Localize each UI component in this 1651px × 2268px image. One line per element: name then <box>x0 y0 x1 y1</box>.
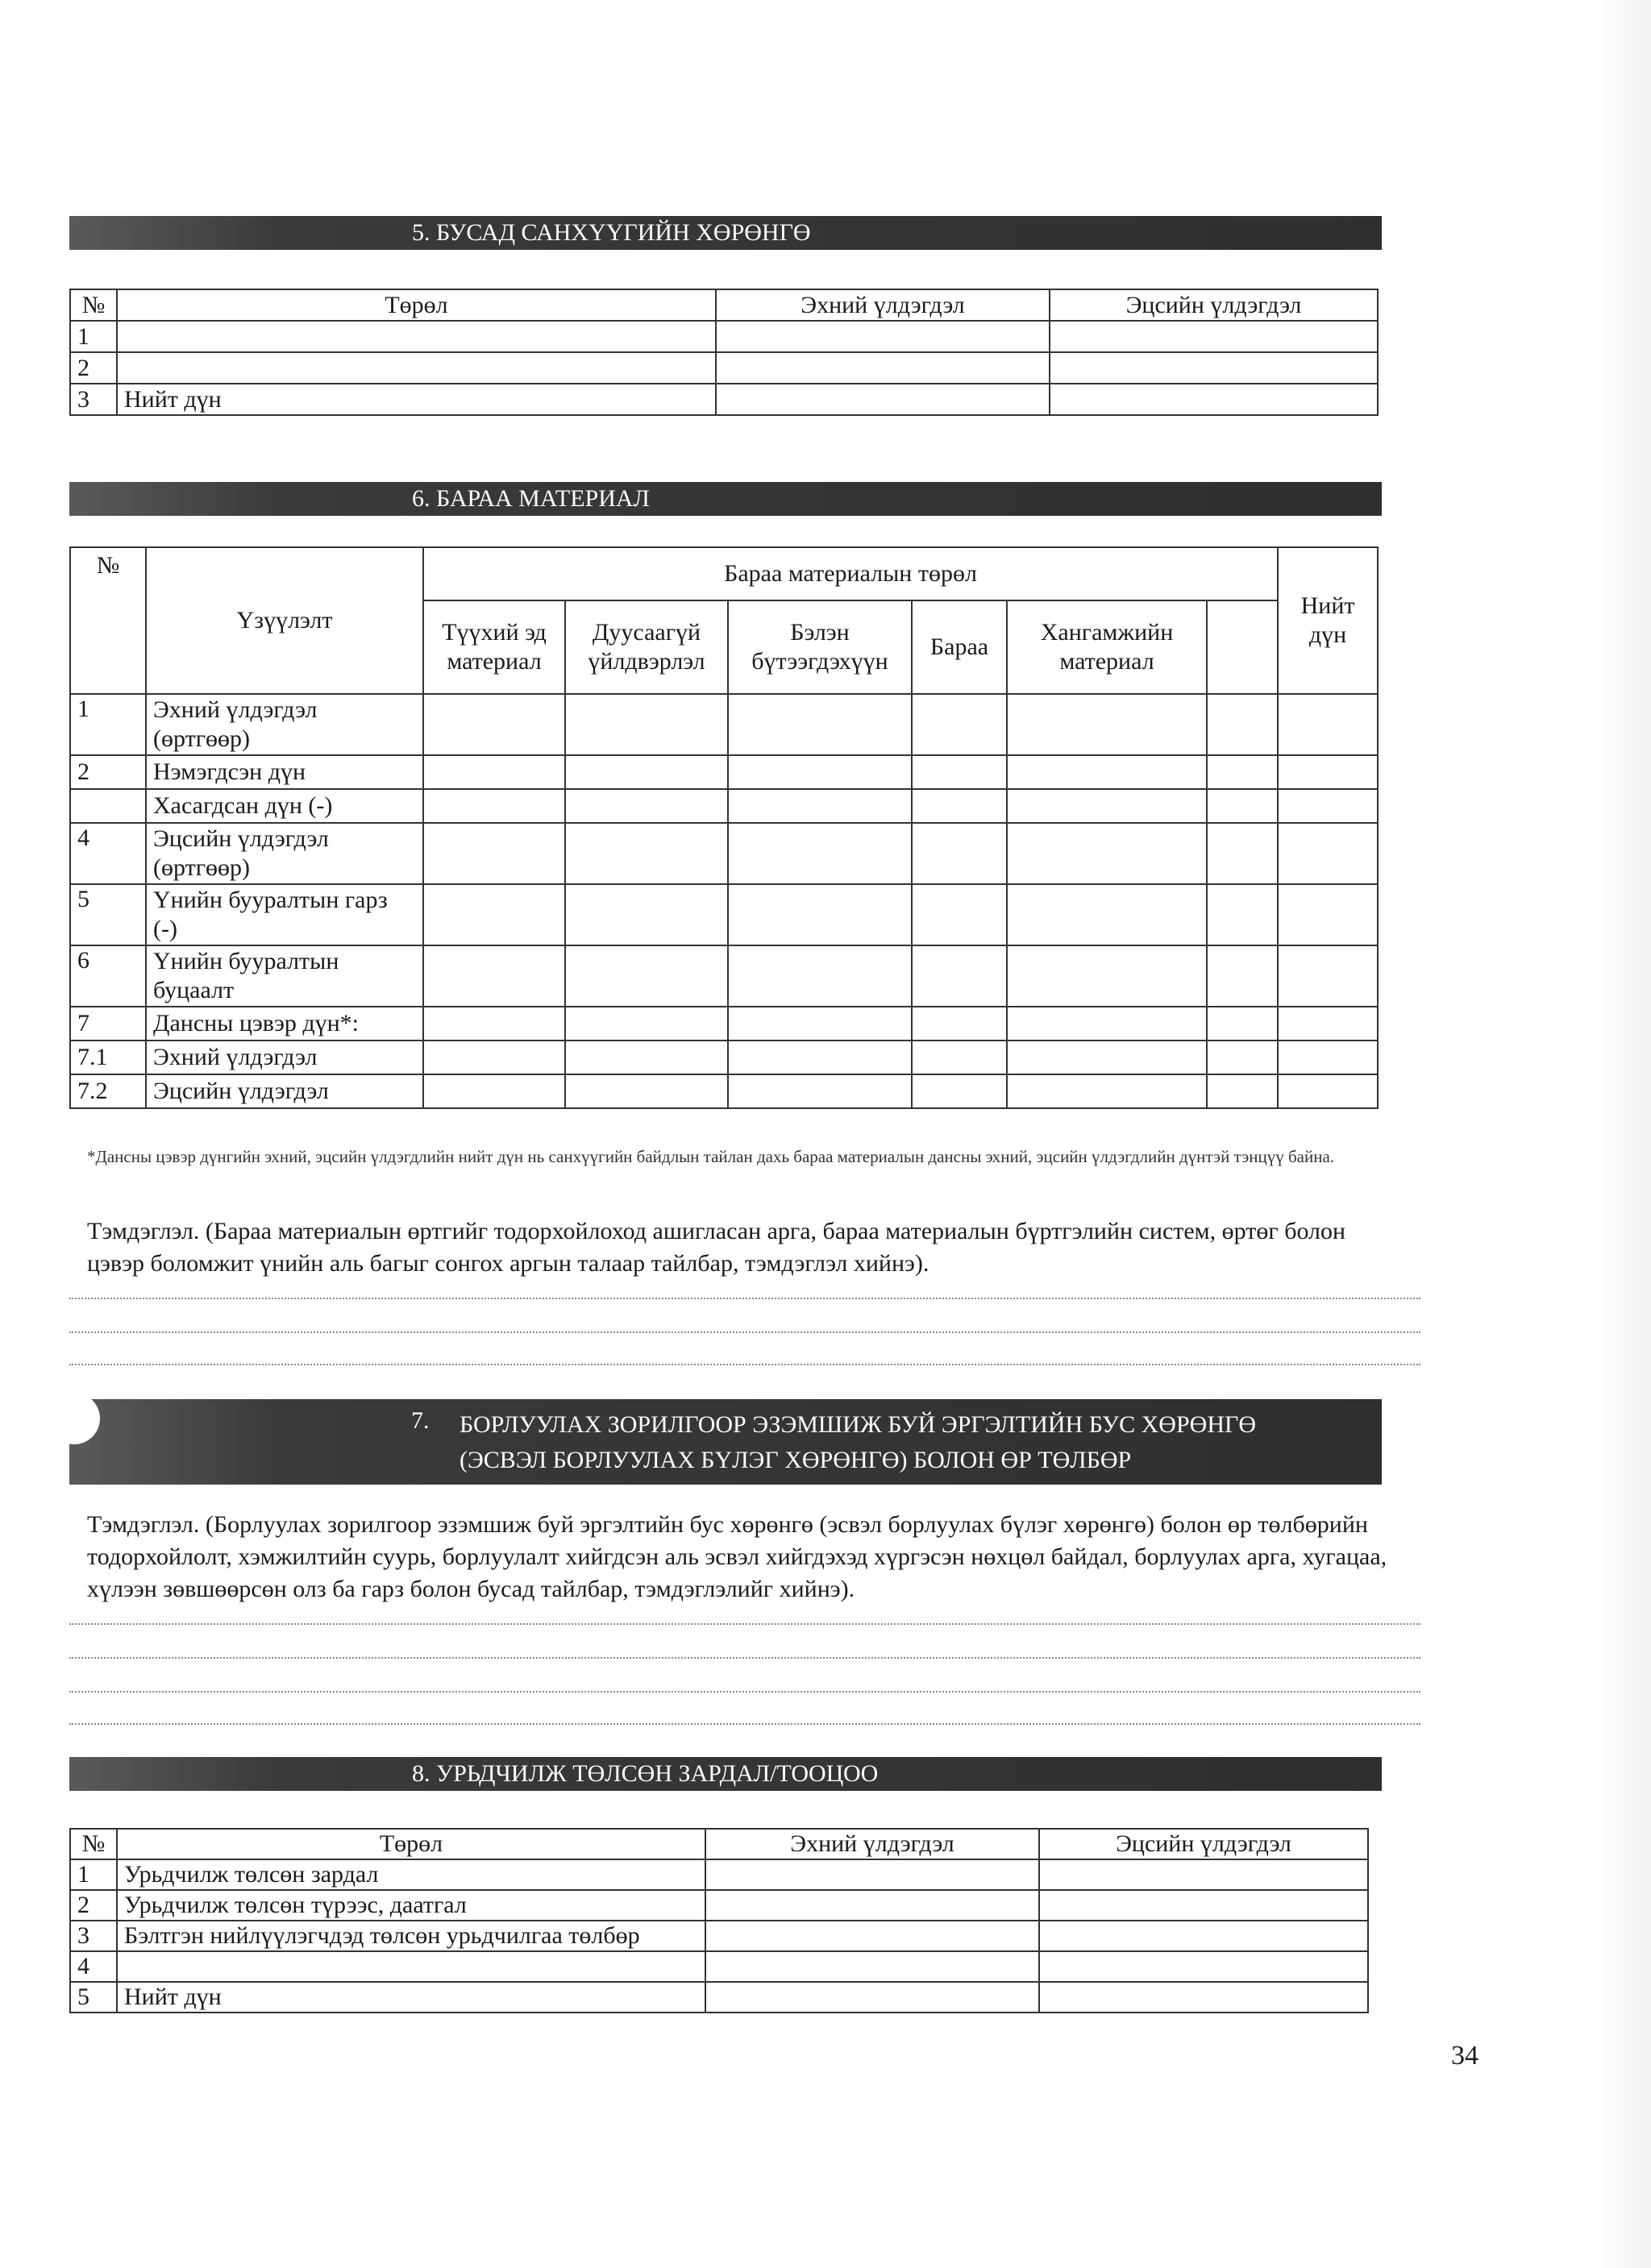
table-row <box>70 1890 1368 1921</box>
row-label: Үнийн бууралтын гарз (-) <box>146 884 423 945</box>
row-label: Хасагдсан дүн (-) <box>146 789 423 823</box>
value-cell[interactable] <box>1278 884 1378 945</box>
row-number: 4 <box>70 1951 117 1982</box>
table-row <box>70 789 1378 823</box>
row-number: 5 <box>70 884 146 945</box>
row-type-cell[interactable] <box>117 352 716 384</box>
value-cell[interactable] <box>912 755 1007 789</box>
table-row <box>70 1982 1368 2013</box>
section-7-title-line: БОРЛУУЛАХ ЗОРИЛГООР ЭЗЭМШИЖ БУЙ ЭРГЭЛТИЙН БУС ХӨРӨНГӨ <box>460 1411 1256 1438</box>
row-number: 5 <box>70 1982 117 2013</box>
value-cell[interactable] <box>565 1074 728 1108</box>
value-cell[interactable] <box>912 823 1007 884</box>
value-cell[interactable] <box>912 945 1007 1007</box>
opening-balance-cell[interactable] <box>705 1982 1039 2013</box>
value-cell[interactable] <box>1007 694 1207 755</box>
value-cell[interactable] <box>1278 945 1378 1007</box>
row-number: 2 <box>70 755 146 789</box>
page-edge-shadow <box>1595 0 1651 2268</box>
column-header: Эхний үлдэгдэл <box>716 289 1050 321</box>
table-row <box>70 884 1378 945</box>
page-number: 34 <box>1451 2041 1478 2071</box>
table-row <box>70 1921 1368 1951</box>
row-label: Дансны цэвэр дүн*: <box>146 1007 423 1041</box>
table-row <box>70 755 1378 789</box>
closing-balance-cell[interactable] <box>1039 1890 1368 1921</box>
value-cell[interactable] <box>565 694 728 755</box>
note-writing-line[interactable] <box>69 1298 1420 1299</box>
section-6-title: 6. БАРАА МАТЕРИАЛ <box>412 485 650 512</box>
table-header-row <box>70 289 1378 321</box>
value-cell[interactable] <box>1278 694 1378 755</box>
column-header-finished-goods: Бэлэн бүтээгдэхүүн <box>728 600 912 694</box>
opening-balance-cell[interactable] <box>716 352 1050 384</box>
value-cell[interactable] <box>1007 823 1207 884</box>
row-type-cell: Нийт дүн <box>117 1982 705 2013</box>
note-writing-line[interactable] <box>69 1691 1420 1693</box>
note-writing-line[interactable] <box>69 1364 1420 1365</box>
column-header-total: Нийт дүн <box>1278 547 1378 694</box>
value-cell[interactable] <box>423 755 565 789</box>
other-financial-assets-table <box>69 289 1379 416</box>
value-cell[interactable] <box>1278 1041 1378 1074</box>
closing-balance-cell[interactable] <box>1039 1951 1368 1982</box>
closing-balance-cell[interactable] <box>1050 321 1378 352</box>
held-for-sale-note: Тэмдэглэл. (Борлуулах зорилгоор эзэмшиж буй эргэлтийн бус хөрөнгө (эсвэл борлуулах бүлэг хөрөнгө) болон өр төлбөрийн тодорхойлолт, хэмжилтийн суурь, борлуулалт хийгдсэн аль эсвэл хийгдэхэд хүргэсэн нөхцөл байдал, борлуулах арга, хугацаа, хүлээн зөвшөөрсөн олз ба гарз болон бусад тайлбар, тэмдэглэлийг хийнэ). <box>87 1511 1387 1602</box>
value-cell[interactable] <box>1007 884 1207 945</box>
value-cell[interactable] <box>912 1041 1007 1074</box>
row-label: Эхний үлдэгдэл (өртгөөр) <box>146 694 423 755</box>
column-header-indicator: Үзүүлэлт <box>146 547 423 694</box>
closing-balance-cell[interactable] <box>1050 352 1378 384</box>
row-number: 4 <box>70 823 146 884</box>
closing-balance-cell[interactable] <box>1039 1982 1368 2013</box>
column-header-blank <box>1207 600 1278 694</box>
note-writing-line[interactable] <box>69 1657 1420 1659</box>
column-header: № <box>70 1829 117 1859</box>
row-number: 6 <box>70 945 146 1007</box>
value-cell[interactable] <box>1278 789 1378 823</box>
value-cell[interactable] <box>565 1041 728 1074</box>
row-type-cell: Урьдчилж төлсөн түрээс, даатгал <box>117 1890 705 1921</box>
value-cell[interactable] <box>565 755 728 789</box>
section-8-title: 8. УРЬДЧИЛЖ ТӨЛСӨН ЗАРДАЛ/ТООЦОО <box>412 1760 879 1787</box>
value-cell[interactable] <box>1207 945 1278 1007</box>
table-row <box>70 321 1378 352</box>
column-header: Эцсийн үлдэгдэл <box>1039 1829 1368 1859</box>
row-number <box>70 789 146 823</box>
section-7-header <box>69 1399 1382 1485</box>
value-cell[interactable] <box>423 789 565 823</box>
note-writing-line[interactable] <box>69 1723 1420 1725</box>
inventory-note: Тэмдэглэл. (Бараа материалын өртгийг тодорхойлоход ашигласан арга, бараа материалын бүртгэлийн систем, өртөг болон цэвэр боломжит үнийн аль багыг сонгох аргын талаар тайлбар, тэмдэглэл хийнэ). <box>87 1218 1346 1277</box>
section-7-title-line: (ЭСВЭЛ БОРЛУУЛАХ БҮЛЭГ ХӨРӨНГӨ) БОЛОН ӨР ТӨЛБӨР <box>460 1447 1132 1473</box>
table-row <box>70 945 1378 1007</box>
value-cell[interactable] <box>912 1007 1007 1041</box>
value-cell[interactable] <box>1207 823 1278 884</box>
table-row <box>70 694 1378 755</box>
column-header-work-in-progress: Дуусаагүй үйлдвэрлэл <box>565 600 728 694</box>
column-header: Эхний үлдэгдэл <box>705 1829 1039 1859</box>
column-header: Эцсийн үлдэгдэл <box>1050 289 1378 321</box>
value-cell[interactable] <box>423 1041 565 1074</box>
value-cell[interactable] <box>728 694 912 755</box>
value-cell[interactable] <box>423 823 565 884</box>
value-cell[interactable] <box>423 945 565 1007</box>
value-cell[interactable] <box>728 755 912 789</box>
value-cell[interactable] <box>565 884 728 945</box>
value-cell[interactable] <box>728 823 912 884</box>
value-cell[interactable] <box>728 1007 912 1041</box>
row-number: 1 <box>70 1859 117 1890</box>
value-cell[interactable] <box>728 945 912 1007</box>
opening-balance-cell[interactable] <box>705 1890 1039 1921</box>
value-cell[interactable] <box>565 945 728 1007</box>
value-cell[interactable] <box>728 1074 912 1108</box>
value-cell[interactable] <box>1007 945 1207 1007</box>
row-type-cell[interactable] <box>117 321 716 352</box>
row-number: 3 <box>70 1921 117 1951</box>
table-row <box>70 823 1378 884</box>
value-cell[interactable] <box>1207 755 1278 789</box>
column-header: Төрөл <box>117 1829 705 1859</box>
value-cell[interactable] <box>1007 1041 1207 1074</box>
column-header-merchandise: Бараа <box>912 600 1007 694</box>
value-cell[interactable] <box>1278 1074 1378 1108</box>
opening-balance-cell[interactable] <box>705 1859 1039 1890</box>
value-cell[interactable] <box>728 1041 912 1074</box>
value-cell[interactable] <box>912 1074 1007 1108</box>
value-cell[interactable] <box>1278 823 1378 884</box>
column-header: № <box>70 289 117 321</box>
row-label: Нэмэгдсэн дүн <box>146 755 423 789</box>
row-label: Эцсийн үлдэгдэл (өртгөөр) <box>146 823 423 884</box>
value-cell[interactable] <box>565 823 728 884</box>
value-cell[interactable] <box>423 1007 565 1041</box>
value-cell[interactable] <box>1207 694 1278 755</box>
value-cell[interactable] <box>1207 789 1278 823</box>
row-number: 1 <box>70 694 146 755</box>
table-row <box>70 1007 1378 1041</box>
table-row <box>70 1951 1368 1982</box>
row-number: 7.1 <box>70 1041 146 1074</box>
table-header-row <box>70 547 1378 600</box>
row-type-cell: Урьдчилж төлсөн зардал <box>117 1859 705 1890</box>
table-row <box>70 1041 1378 1074</box>
value-cell[interactable] <box>565 789 728 823</box>
value-cell[interactable] <box>565 1007 728 1041</box>
value-cell[interactable] <box>1207 1007 1278 1041</box>
inventory-footnote: *Дансны цэвэр дүнгийн эхний, эцсийн үлдэгдлийн нийт дүн нь санхүүгийн байдлын тайлан дахь бараа материалын дансны эхний, эцсийн үлдэгдлийн дүнтэй тэнцүү байна. <box>87 1147 1335 1166</box>
row-number: 7 <box>70 1007 146 1041</box>
table-header-row <box>70 1829 1368 1859</box>
section-8-header <box>69 1757 1382 1791</box>
row-label: Эхний үлдэгдэл <box>146 1041 423 1074</box>
opening-balance-cell[interactable] <box>705 1951 1039 1982</box>
section-7-title <box>460 1407 1256 1478</box>
column-header: Төрөл <box>117 289 716 321</box>
note-writing-line[interactable] <box>69 1331 1420 1333</box>
value-cell[interactable] <box>728 884 912 945</box>
column-header-number: № <box>70 547 146 694</box>
note-writing-line[interactable] <box>69 1623 1420 1625</box>
value-cell[interactable] <box>1278 755 1378 789</box>
value-cell[interactable] <box>1007 1074 1207 1108</box>
row-type-cell: Нийт дүн <box>117 384 716 415</box>
row-number: 3 <box>70 384 117 415</box>
section-5-title: 5. БУСАД САНХҮҮГИЙН ХӨРӨНГӨ <box>412 219 811 246</box>
column-header-inventory-type: Бараа материалын төрөл <box>423 547 1278 600</box>
value-cell[interactable] <box>423 1074 565 1108</box>
inventory-table <box>69 546 1379 1109</box>
opening-balance-cell[interactable] <box>705 1921 1039 1951</box>
value-cell[interactable] <box>728 789 912 823</box>
opening-balance-cell[interactable] <box>716 384 1050 415</box>
table-row <box>70 1074 1378 1108</box>
prepaid-expenses-table <box>69 1828 1369 2013</box>
value-cell[interactable] <box>1278 1007 1378 1041</box>
row-number: 2 <box>70 352 117 384</box>
value-cell[interactable] <box>1207 884 1278 945</box>
section-6-header <box>69 482 1382 516</box>
table-row <box>70 352 1378 384</box>
punch-hole-mark <box>48 1393 100 1444</box>
column-header-raw-materials: Түүхий эд материал <box>423 600 565 694</box>
closing-balance-cell[interactable] <box>1039 1859 1368 1890</box>
row-number: 1 <box>70 321 117 352</box>
value-cell[interactable] <box>1007 789 1207 823</box>
row-type-cell[interactable] <box>117 1951 705 1982</box>
closing-balance-cell[interactable] <box>1050 384 1378 415</box>
row-type-cell: Бэлтгэн нийлүүлэгчдэд төлсөн урьдчилгаа төлбөр <box>117 1921 705 1951</box>
value-cell[interactable] <box>912 694 1007 755</box>
section-7-number: 7. <box>411 1407 430 1434</box>
value-cell[interactable] <box>912 789 1007 823</box>
table-row <box>70 384 1378 415</box>
value-cell[interactable] <box>1207 1041 1278 1074</box>
value-cell[interactable] <box>1207 1074 1278 1108</box>
row-number: 2 <box>70 1890 117 1921</box>
closing-balance-cell[interactable] <box>1039 1921 1368 1951</box>
row-label: Үнийн бууралтын буцаалт <box>146 945 423 1007</box>
value-cell[interactable] <box>1007 755 1207 789</box>
section-5-header <box>69 216 1382 250</box>
value-cell[interactable] <box>1007 1007 1207 1041</box>
row-label: Эцсийн үлдэгдэл <box>146 1074 423 1108</box>
column-header-supplies: Хангамжийн материал <box>1007 600 1207 694</box>
table-row <box>70 1859 1368 1890</box>
value-cell[interactable] <box>423 884 565 945</box>
row-number: 7.2 <box>70 1074 146 1108</box>
value-cell[interactable] <box>423 694 565 755</box>
value-cell[interactable] <box>912 884 1007 945</box>
opening-balance-cell[interactable] <box>716 321 1050 352</box>
